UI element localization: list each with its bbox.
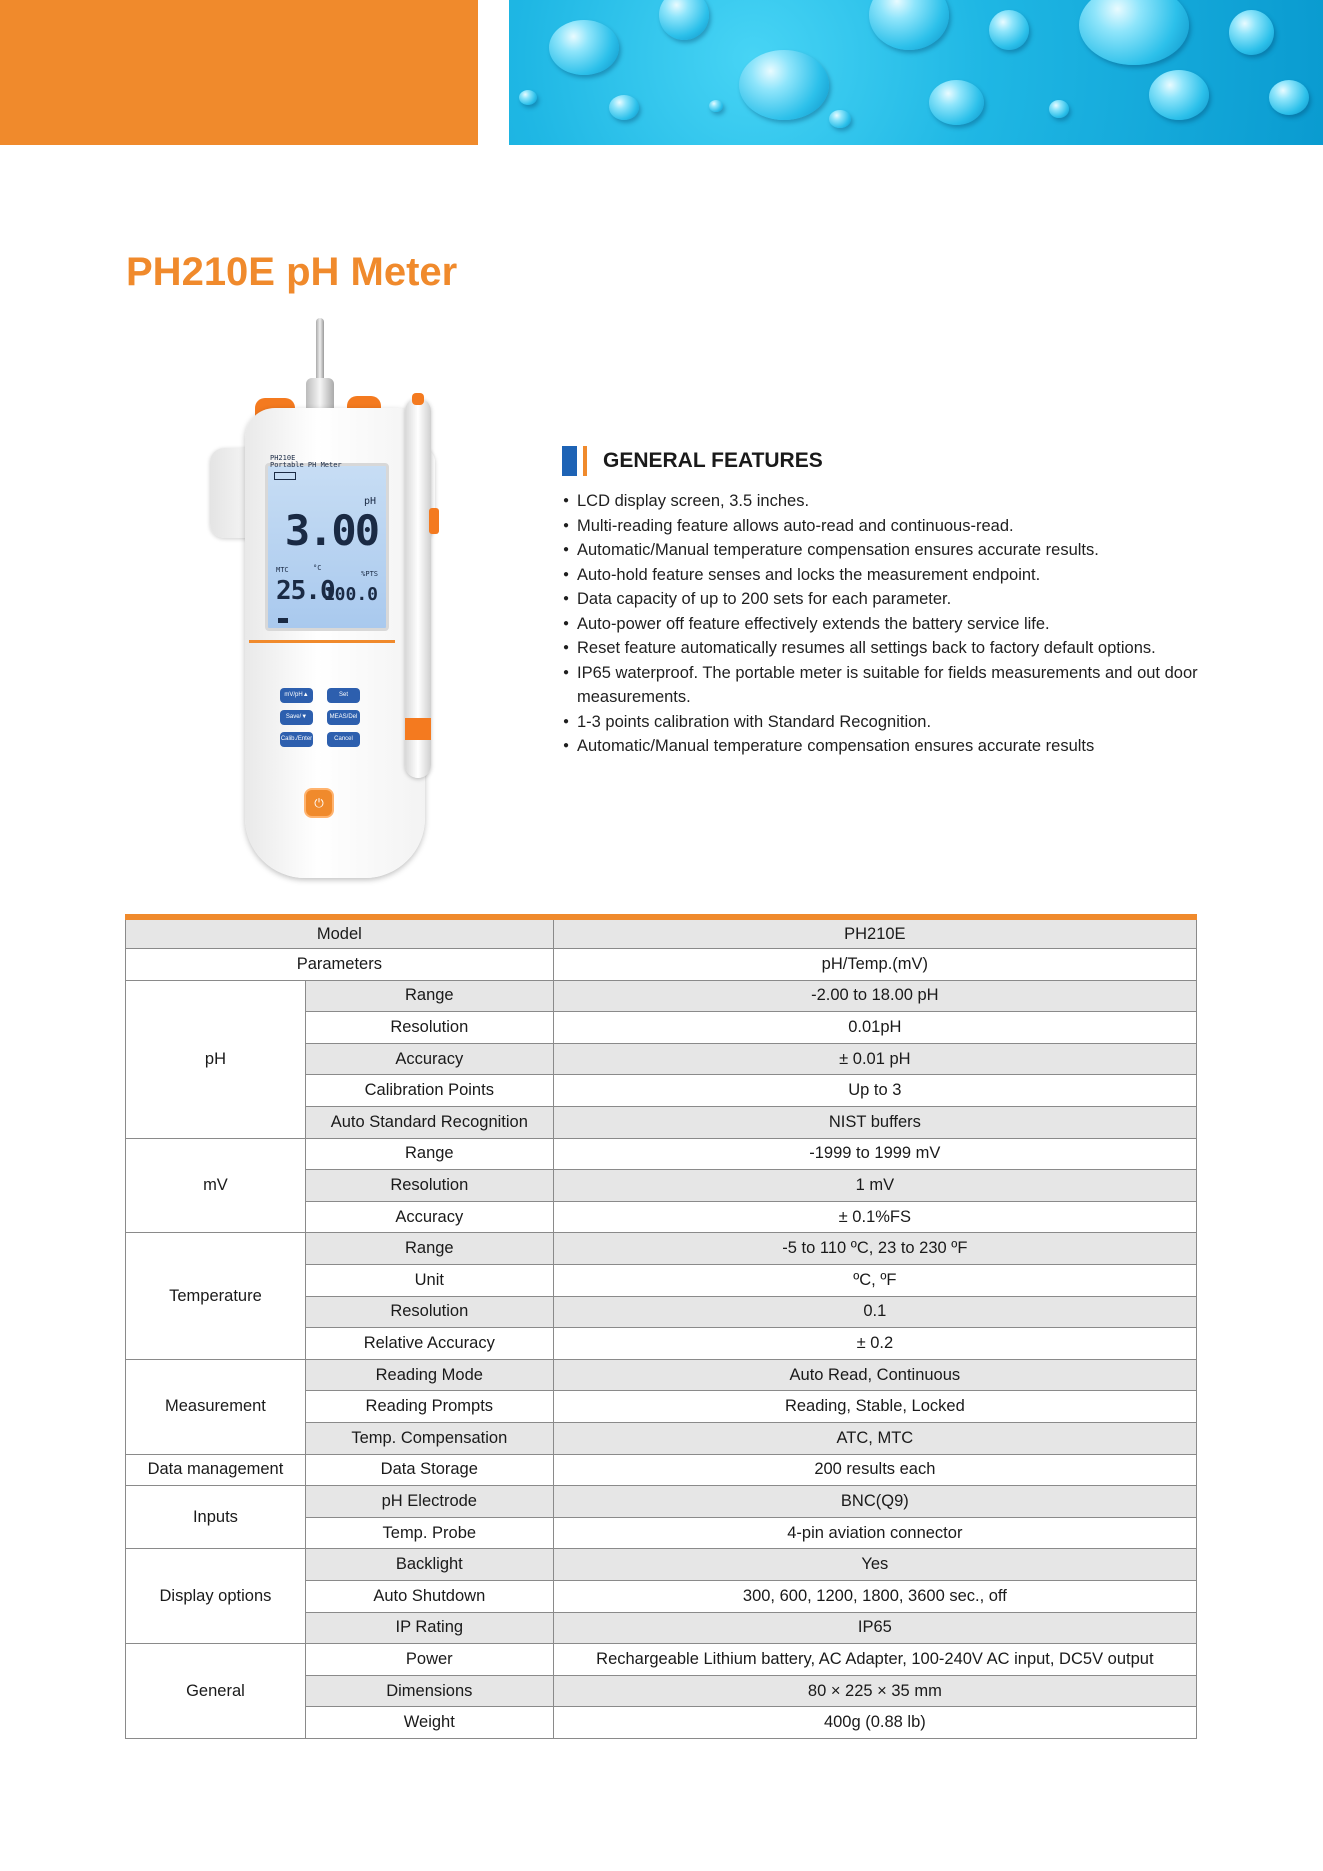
spec-label: Accuracy: [305, 1043, 553, 1075]
spec-label: IP Rating: [305, 1612, 553, 1644]
heading-marker-orange: [583, 446, 587, 476]
cancel-key[interactable]: Cancel: [327, 732, 360, 747]
screen-model: PH210E: [270, 454, 296, 462]
spec-value: Auto Read, Continuous: [553, 1359, 1196, 1391]
spec-value: 200 results each: [553, 1454, 1196, 1486]
spec-label: Range: [305, 980, 553, 1012]
spec-value: ºC, ºF: [553, 1265, 1196, 1297]
meas-del-key[interactable]: MEAS/Del: [327, 710, 360, 725]
table-row: [126, 1359, 1197, 1391]
spec-value: 1 mV: [553, 1170, 1196, 1202]
group-label: Inputs: [126, 1486, 306, 1549]
spec-label: Temp. Compensation: [305, 1423, 553, 1455]
group-label: General: [126, 1644, 306, 1739]
spec-value: Rechargeable Lithium battery, AC Adapter, 100-240V AC input, DC5V output: [553, 1644, 1196, 1676]
spec-value: -2.00 to 18.00 pH: [553, 980, 1196, 1012]
screen-mtc: MTC: [276, 566, 289, 574]
table-row: [126, 1644, 1197, 1676]
feature-item: ● Auto-power off feature effectively extends the battery service life.: [563, 612, 1203, 637]
spec-value: 300, 600, 1200, 1800, 3600 sec., off: [553, 1580, 1196, 1612]
group-label: pH: [126, 980, 306, 1138]
mv-ph-key[interactable]: mV/pH▲: [280, 688, 313, 703]
spec-value: ± 0.1%FS: [553, 1201, 1196, 1233]
feature-item: ● Automatic/Manual temperature compensation ensures accurate results: [563, 734, 1203, 759]
model-label: Model: [126, 917, 554, 949]
feature-item: ● Auto-hold feature senses and locks the measurement endpoint.: [563, 563, 1203, 588]
spec-label: Dimensions: [305, 1675, 553, 1707]
spec-label: Data Storage: [305, 1454, 553, 1486]
table-row: [126, 980, 1197, 1012]
screen-model-sub: Portable PH Meter: [270, 461, 342, 469]
spec-label: Auto Shutdown: [305, 1580, 553, 1612]
feature-item: ● Reset feature automatically resumes all settings back to factory default options.: [563, 636, 1203, 661]
spec-label: Unit: [305, 1265, 553, 1297]
table-row: [126, 1233, 1197, 1265]
spec-value: -5 to 110 ºC, 23 to 230 ºF: [553, 1233, 1196, 1265]
params-value: pH/Temp.(mV): [553, 949, 1196, 981]
spec-label: Relative Accuracy: [305, 1328, 553, 1360]
screen-pts-label: %PTS: [361, 570, 378, 578]
calib-enter-key[interactable]: Calib./Enter: [280, 732, 313, 747]
heading-marker-blue: [562, 446, 577, 476]
table-row: [126, 1549, 1197, 1581]
params-label: Parameters: [126, 949, 554, 981]
spec-value: 400g (0.88 lb): [553, 1707, 1196, 1739]
spec-label: Resolution: [305, 1012, 553, 1044]
spec-value: 0.1: [553, 1296, 1196, 1328]
spec-label: Calibration Points: [305, 1075, 553, 1107]
spec-label: Range: [305, 1138, 553, 1170]
header-water-image: [509, 0, 1323, 145]
spec-label: Temp. Probe: [305, 1517, 553, 1549]
spec-label: Weight: [305, 1707, 553, 1739]
probe-cap: [412, 393, 424, 405]
lcd-screen: [265, 454, 389, 631]
spec-label: Power: [305, 1644, 553, 1676]
features-heading: GENERAL FEATURES: [603, 449, 823, 472]
spec-value: Reading, Stable, Locked: [553, 1391, 1196, 1423]
feature-item: ● Data capacity of up to 200 sets for each parameter.: [563, 587, 1203, 612]
spec-label: Reading Prompts: [305, 1391, 553, 1423]
screen-unit: pH: [363, 496, 376, 507]
spec-value: 4-pin aviation connector: [553, 1517, 1196, 1549]
screen-temp-reading: 25.0: [276, 576, 335, 606]
battery-icon: [274, 472, 296, 480]
spec-value: IP65: [553, 1612, 1196, 1644]
specifications-table: [125, 914, 1197, 1739]
feature-item: ● Automatic/Manual temperature compensation ensures accurate results.: [563, 538, 1203, 563]
spec-value: 80 × 225 × 35 mm: [553, 1675, 1196, 1707]
group-label: Display options: [126, 1549, 306, 1644]
group-label: mV: [126, 1138, 306, 1233]
table-row: [126, 1486, 1197, 1518]
set-key[interactable]: Set: [327, 688, 360, 703]
spec-label: Range: [305, 1233, 553, 1265]
spec-value: BNC(Q9): [553, 1486, 1196, 1518]
spec-value: -1999 to 1999 mV: [553, 1138, 1196, 1170]
power-button[interactable]: ⏻: [304, 788, 334, 818]
group-label: Data management: [126, 1454, 306, 1486]
header-orange-band: [0, 0, 478, 145]
group-label: Temperature: [126, 1233, 306, 1359]
ph-meter-illustration: [205, 318, 455, 878]
feature-item: ● LCD display screen, 3.5 inches.: [563, 489, 1203, 514]
save-key[interactable]: Save/▼: [280, 710, 313, 725]
beaker-icon: [278, 611, 288, 623]
probe-clip: [429, 508, 439, 534]
model-value: PH210E: [553, 917, 1196, 949]
spec-value: ± 0.01 pH: [553, 1043, 1196, 1075]
spec-value: NIST buffers: [553, 1107, 1196, 1139]
spec-label: Accuracy: [305, 1201, 553, 1233]
page-title: PH210E pH Meter: [126, 250, 458, 294]
screen-main-reading: 3.00: [284, 506, 378, 555]
feature-item: ● Multi-reading feature allows auto-read and continuous-read.: [563, 514, 1203, 539]
spec-value: Yes: [553, 1549, 1196, 1581]
table-row: [126, 1138, 1197, 1170]
screen-pts-reading: 100.0: [323, 584, 378, 605]
spec-value: ± 0.2: [553, 1328, 1196, 1360]
spec-value: ATC, MTC: [553, 1423, 1196, 1455]
spec-value: 0.01pH: [553, 1012, 1196, 1044]
group-label: Measurement: [126, 1359, 306, 1454]
table-row: [126, 949, 1197, 981]
probe-band: [405, 718, 431, 740]
screen-deg: °C: [313, 564, 322, 572]
feature-item: ● 1-3 points calibration with Standard Recognition.: [563, 710, 1203, 735]
spec-label: Backlight: [305, 1549, 553, 1581]
spec-label: Reading Mode: [305, 1359, 553, 1391]
spec-label: pH Electrode: [305, 1486, 553, 1518]
spec-label: Auto Standard Recognition: [305, 1107, 553, 1139]
feature-item: ● IP65 waterproof. The portable meter is suitable for fields measurements and out door measurements.: [563, 661, 1203, 710]
table-row: [126, 917, 1197, 949]
features-list: [563, 489, 1203, 759]
spec-label: Resolution: [305, 1170, 553, 1202]
spec-value: Up to 3: [553, 1075, 1196, 1107]
table-row: [126, 1454, 1197, 1486]
accent-line: [249, 640, 395, 643]
spec-label: Resolution: [305, 1296, 553, 1328]
